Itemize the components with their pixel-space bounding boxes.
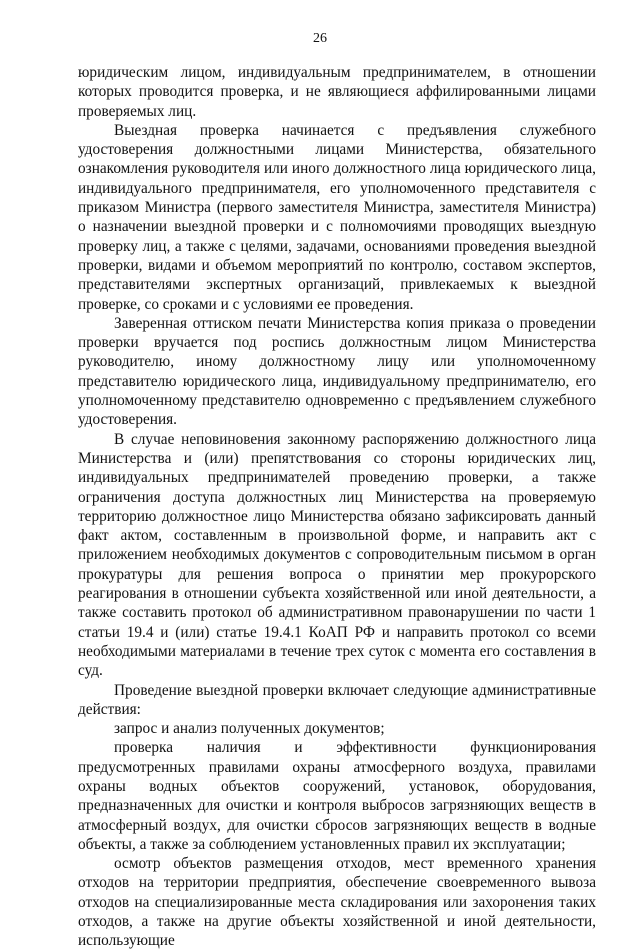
page-number: 26 [313,31,327,46]
document-body [78,63,596,951]
paragraph-order-copy: Заверенная оттиском печати Министерства копия приказа о проведении проверки вручается под роспись должностным лицом Министерства руководителю, иному должностному лицу или уполномоченному представителю юридического лица, индивидуальному предпринимателю, его уполномоченному представителю одновременно с предъявлением служебного удостоверения. [78,314,596,429]
paragraph-administrative-actions: Проведение выездной проверки включает следующие административные действия: [78,681,596,718]
paragraph-noncompliance: В случае неповиновения законному распоряжению должностного лица Министерства и (или) препятствования со стороны юридических лиц, индивидуальных предпринимателей проведению проверки, а также ограничения доступа должностных лиц Министерства на проверяемую территорию должностное лицо Министерства обязано зафиксировать данный факт актом, составленным в произвольной форме, и направить акт с приложением необходимых документов с сопроводительным письмом в орган прокуратуры для решения вопроса о принятии мер прокурорского реагирования в отношении субъекта хозяйственной или иной деятельности, а также составить протокол об административном правонарушении по части 1 статьи 19.4 и (или) статье 19.4.1 КоАП РФ и направить протокол со всеми необходимыми материалами в течение трех суток с момента его составления в суд. [78,430,596,680]
list-item-document-request: запрос и анализ полученных документов; [114,720,385,738]
paragraph-continuation: юридическим лицом, индивидуальным предпринимателем, в отношении которых проводится проверка, и не являющиеся аффилированными лицами проверяемых лиц. [78,64,596,120]
list-item-waste-inspection: осмотр объектов размещения отходов, мест временного хранения отходов на территории предприятия, обеспечение своевременного вывоза отходов на специализированные места складирования или захоронения таких отходов, а также на другие объекты хозяйственной и иной деятельности, использующие [78,855,596,950]
list-item-equipment-check: проверка наличия и эффективности функционирования предусмотренных правилами охраны атмосферного воздуха, правилами охраны водных объектов сооружений, установок, оборудования, предназначенных для очистки и контроля выбросов загрязняющих веществ в атмосферный воздух, для очистки сбросов загрязняющих веществ в водные объекты, а также за соблюдением установленных правил их эксплуатации; [78,739,596,853]
paragraph-field-inspection-start: Выездная проверка начинается с предъявления служебного удостоверения должностными лицами Министерства, обязательного ознакомления руководителя или иного должностного лица юридического лица, индивидуального предпринимателя, его уполномоченного представителя с приказом Министра (первого заместителя Министра, заместителя Министра) о назначении выездной проверки и с полномочиями проводящих выездную проверку лиц, а также с целями, задачами, основаниями проведения выездной проверки, видами и объемом мероприятий по контролю, составом экспертов, представителями экспертных организаций, привлекаемых к выездной проверке, со сроками и с условиями ее проведения. [78,121,596,313]
